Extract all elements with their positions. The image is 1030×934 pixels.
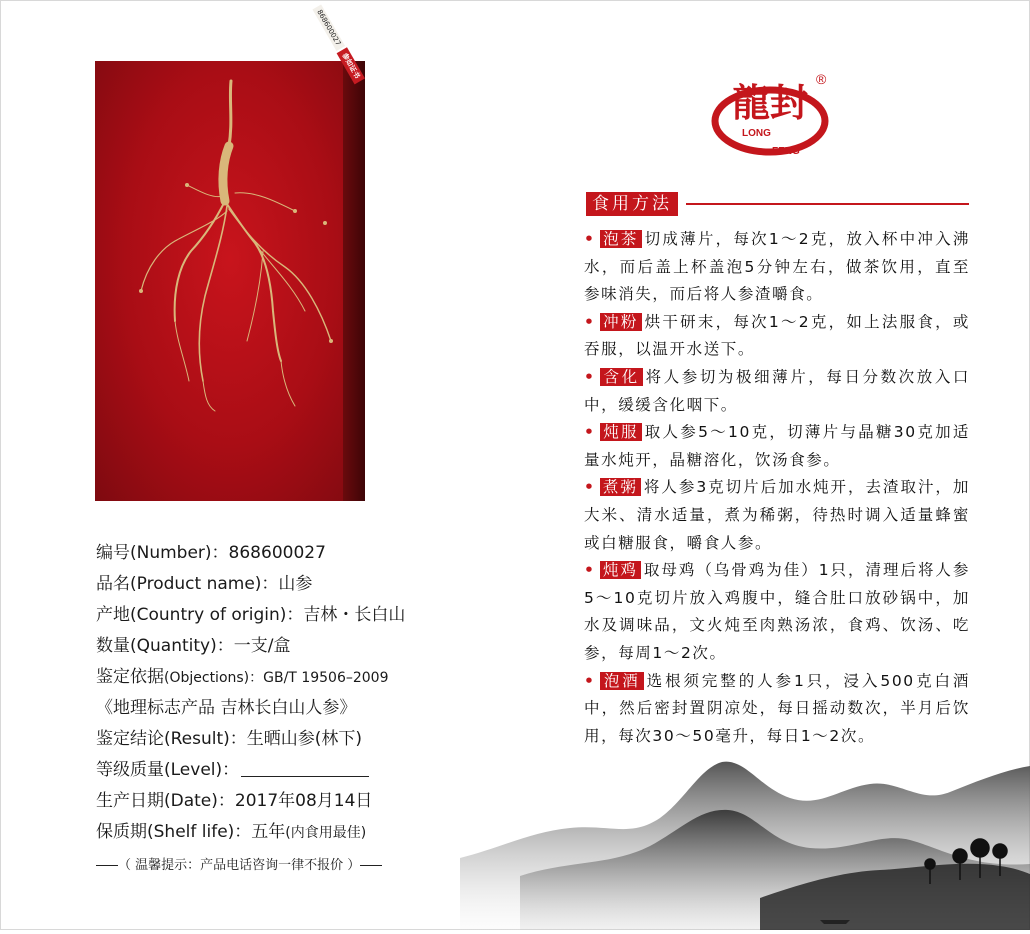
bullet-icon: • (584, 671, 596, 690)
usage-title: 食用方法 (586, 192, 678, 216)
level-label: 等级质量(Level)： (96, 760, 240, 780)
objections-label: 鉴定依据 (96, 667, 164, 687)
usage-item (584, 557, 970, 667)
logo-name-cn: 龍封 (731, 80, 809, 125)
bullet-icon: • (584, 561, 596, 580)
brand-logo (712, 66, 837, 158)
pricing-note (96, 854, 476, 873)
info-objections (96, 666, 476, 697)
usage-item (584, 474, 970, 557)
usage-text: 烘干研末，每次1～2克，如上法服食，或吞服，以温开水送下。 (584, 312, 971, 359)
usage-text: 选根须完整的人参1只，浸入500克白酒中，然后密封置阴凉处，每日摇动数次，半月后饮用，每次30～50毫升，每日1～2次。 (584, 671, 970, 745)
usage-text: 切成薄片，每次1～2克，放入杯中冲入沸水，而后盖上杯盖泡5分钟左右，做茶饮用，直至参味消失，而后将人参渣嚼食。 (584, 230, 971, 304)
usage-heading (586, 192, 969, 216)
info-result: 鉴定结论(Result)：生晒山参(林下) (96, 729, 363, 749)
bullet-icon: • (584, 312, 596, 331)
ginseng-root-icon (95, 61, 365, 501)
usage-item (584, 226, 970, 309)
bullet-icon: • (584, 423, 596, 442)
note-text: （ 温馨提示：产品电话咨询一律不报价 ） (118, 858, 361, 873)
usage-tag: 煮粥 (600, 478, 641, 496)
registered-mark: ® (816, 71, 827, 87)
bullet-icon: • (584, 478, 596, 497)
shelf-note: (内食用最佳) (285, 825, 367, 841)
bullet-icon: • (584, 367, 596, 386)
usage-text: 取母鸡（乌骨鸡为佳）1只，清理后将人参5～10克切片放入鸡腹中，缝合肚口放砂锅中，加水及调味品，文火炖至肉熟汤浓，食鸡、饮汤、吃参，每周1～2次。 (584, 561, 971, 662)
usage-item (584, 419, 970, 474)
info-standard: 《地理标志产品 吉林长白山人参》 (96, 698, 357, 718)
usage-item (584, 309, 970, 364)
ginseng-photo (95, 8, 365, 501)
usage-tag: 炖鸡 (600, 561, 641, 579)
usage-tag: 炖服 (600, 423, 642, 441)
level-blank-line (241, 763, 369, 777)
logo-name-en-1: LONG (742, 128, 771, 139)
info-quantity: 数量(Quantity)：一支/盒 (96, 636, 291, 656)
ribbon-number: 868600027 (312, 4, 345, 51)
usage-text: 将人参3克切片后加水炖开，去渣取汁，加大米、清水适量，煮为稀粥，待热时调入适量蜂蜜或白糖服食，嚼食人参。 (584, 478, 971, 552)
usage-tag: 含化 (600, 368, 643, 386)
logo-name-en-2: FENG (772, 146, 800, 157)
usage-list (584, 226, 970, 750)
usage-rule (686, 203, 969, 205)
usage-item (584, 364, 970, 419)
usage-text: 取人参5～10克，切薄片与晶糖30克加适量水炖开，晶糖溶化，饮汤食参。 (584, 423, 971, 469)
ink-landscape-icon (460, 748, 1030, 934)
info-origin: 产地(Country of origin)：吉林・长白山 (96, 605, 406, 625)
note-dash-right (360, 865, 382, 866)
usage-tag: 泡茶 (600, 230, 642, 248)
info-date: 生产日期(Date)：2017年08月14日 (96, 791, 373, 811)
usage-text: 将人参切为极细薄片，每日分数次放入口中，缓缓含化咽下。 (584, 367, 970, 414)
shelf-label: 保质期(Shelf life)：五年 (96, 822, 286, 842)
usage-tag: 泡酒 (600, 672, 644, 690)
info-level (96, 759, 476, 790)
objections-value: (Objections)：GB/T 19506–2009 (164, 670, 389, 686)
product-info (96, 542, 476, 873)
ribbon-label: 参如证书 (337, 47, 365, 84)
info-product-name: 品名(Product name)：山参 (96, 574, 313, 594)
photo-shadow-edge (343, 61, 365, 501)
note-dash-left (96, 865, 118, 866)
info-number: 编号(Number)：868600027 (96, 543, 326, 563)
usage-item (584, 668, 970, 751)
bullet-icon: • (584, 230, 596, 248)
info-shelf-life (96, 821, 476, 852)
usage-tag: 冲粉 (600, 313, 642, 331)
